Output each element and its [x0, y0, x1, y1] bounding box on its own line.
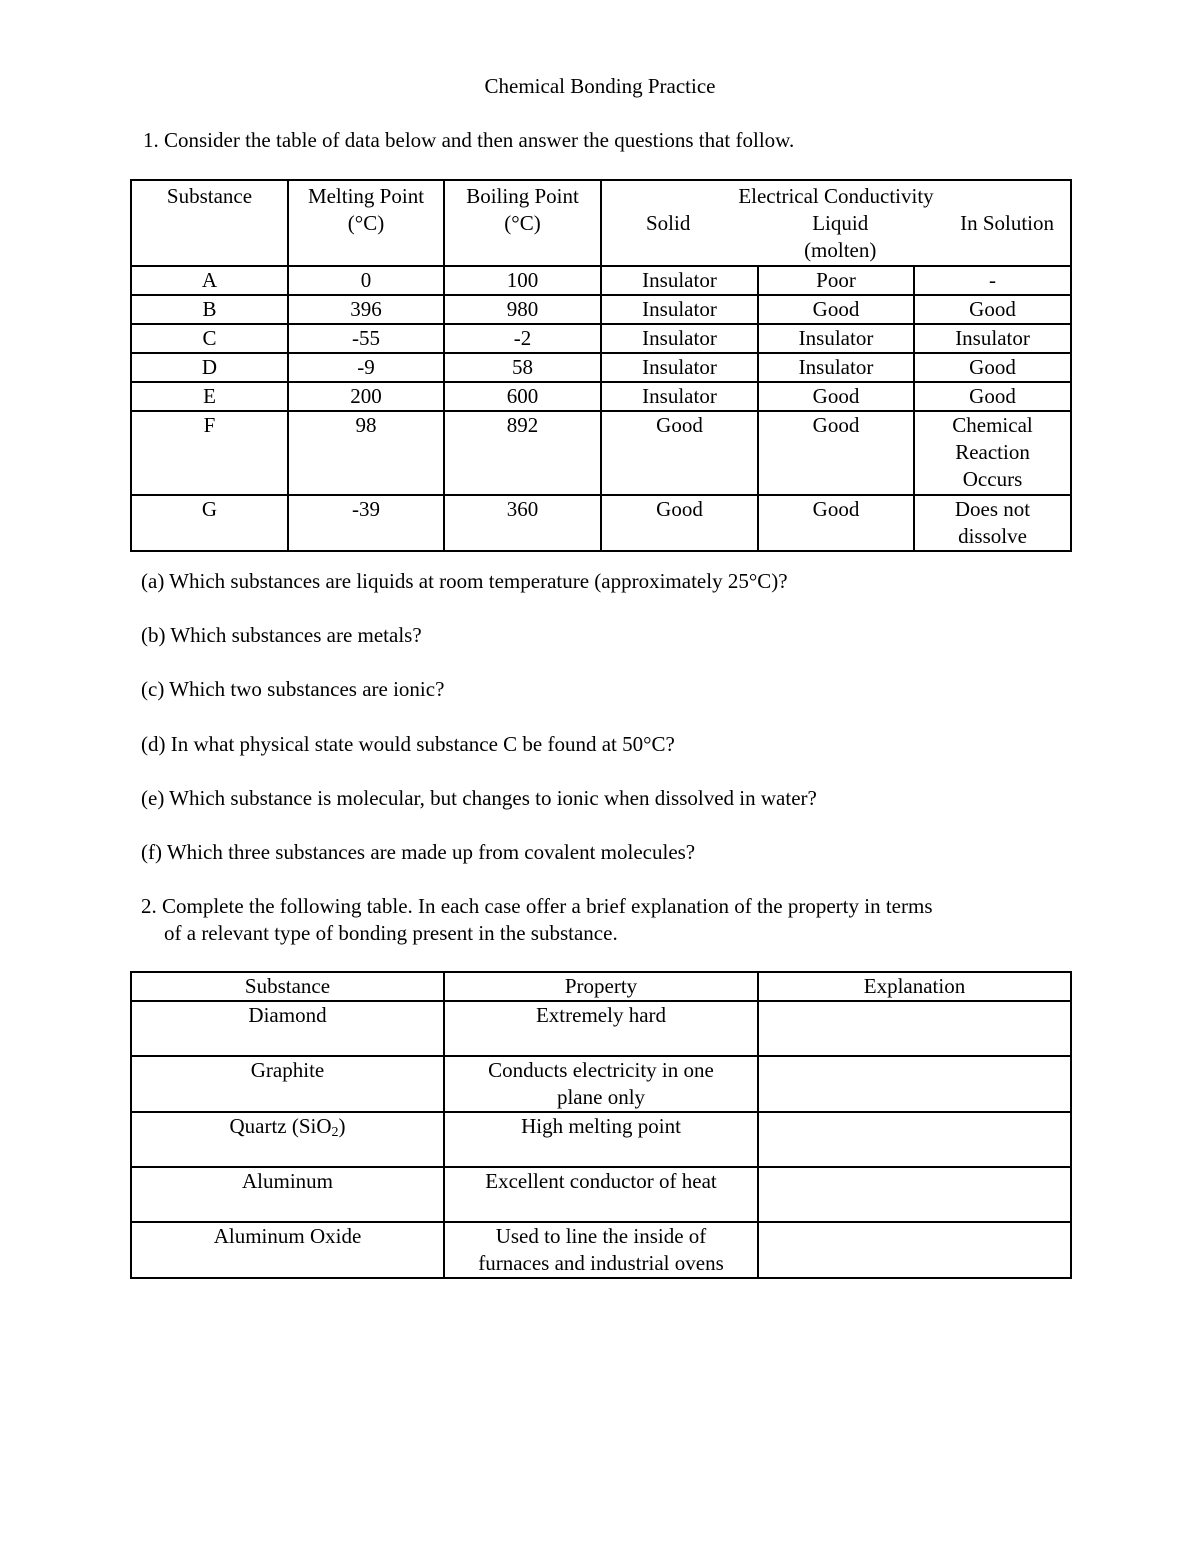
question-2: 2. Complete the following table. In each case offer a brief explanation of the property in terms of a relevant type of bonding present in the substance. — [141, 894, 933, 945]
cell-solid: Insulator — [601, 353, 758, 382]
header-melting-point: Melting Point (°C) — [288, 180, 444, 266]
table-row — [131, 266, 1071, 295]
cell-substance: E — [131, 382, 288, 411]
table-row — [131, 353, 1071, 382]
sub-question-a: (a) Which substances are liquids at room temperature (approximately 25°C)? — [141, 569, 788, 593]
cell-substance: G — [131, 495, 288, 551]
cell-solution: Chemical Reaction Occurs — [914, 411, 1071, 495]
table-row — [131, 1112, 1071, 1167]
table-row — [131, 324, 1071, 353]
sub-question-d: (d) In what physical state would substance C be found at 50°C? — [141, 732, 675, 756]
table-row — [131, 1001, 1071, 1056]
cell-liquid: Good — [758, 295, 914, 324]
cell-substance: A — [131, 266, 288, 295]
cell-substance: C — [131, 324, 288, 353]
cell-solid: Insulator — [601, 324, 758, 353]
table-row — [131, 1056, 1071, 1112]
table-row — [131, 295, 1071, 324]
cell-solution: Good — [914, 382, 1071, 411]
sub-question-c: (c) Which two substances are ionic? — [141, 677, 445, 701]
cell-liquid: Insulator — [758, 353, 914, 382]
completion-table — [130, 971, 1072, 1279]
cell-substance: Diamond — [131, 1001, 444, 1056]
cell-boiling: -2 — [444, 324, 601, 353]
cell-melting: 98 — [288, 411, 444, 495]
page-title: Chemical Bonding Practice — [484, 74, 716, 98]
sub-question-f: (f) Which three substances are made up from covalent molecules? — [141, 840, 696, 864]
cell-solution: Good — [914, 295, 1071, 324]
cell-boiling: 600 — [444, 382, 601, 411]
cell-property: Conducts electricity in one plane only — [444, 1056, 758, 1112]
cell-property: High melting point — [444, 1112, 758, 1167]
cell-melting: 0 — [288, 266, 444, 295]
cell-liquid: Insulator — [758, 324, 914, 353]
cell-explanation[interactable] — [758, 1222, 1071, 1278]
cell-liquid: Good — [758, 382, 914, 411]
sub-question-e: (e) Which substance is molecular, but changes to ionic when dissolved in water? — [141, 786, 817, 810]
cell-substance: B — [131, 295, 288, 324]
header-explanation: Explanation — [758, 972, 1071, 1001]
cell-solution: Does not dissolve — [914, 495, 1071, 551]
header-substance: Substance — [131, 180, 288, 266]
cell-explanation[interactable] — [758, 1056, 1071, 1112]
header-electrical-conductivity: Electrical Conductivity Solid Liquid (molten) In Solution — [601, 180, 1071, 266]
cell-boiling: 980 — [444, 295, 601, 324]
cell-melting: 396 — [288, 295, 444, 324]
cell-solid: Insulator — [601, 382, 758, 411]
cell-liquid: Good — [758, 495, 914, 551]
question-1: 1. Consider the table of data below and then answer the questions that follow. — [143, 128, 795, 152]
header-boiling-point: Boiling Point (°C) — [444, 180, 601, 266]
table-row — [131, 495, 1071, 551]
header-liquid: Liquid (molten) — [804, 211, 877, 262]
cell-solid: Insulator — [601, 266, 758, 295]
cell-substance: D — [131, 353, 288, 382]
cell-boiling: 892 — [444, 411, 601, 495]
table-row — [131, 382, 1071, 411]
cell-substance: Aluminum — [131, 1167, 444, 1222]
cell-melting: -55 — [288, 324, 444, 353]
header-in-solution: In Solution — [960, 211, 1055, 235]
cell-solution: Good — [914, 353, 1071, 382]
cell-solid: Insulator — [601, 295, 758, 324]
table2-header-row — [131, 972, 1071, 1001]
cell-melting: 200 — [288, 382, 444, 411]
cell-liquid: Good — [758, 411, 914, 495]
cell-boiling: 100 — [444, 266, 601, 295]
cell-substance: Aluminum Oxide — [131, 1222, 444, 1278]
cell-explanation[interactable] — [758, 1001, 1071, 1056]
header-substance-2: Substance — [131, 972, 444, 1001]
table-row — [131, 411, 1071, 495]
cell-substance: Quartz (SiO$_2$) — [131, 1112, 444, 1167]
cell-solid: Good — [601, 411, 758, 495]
cell-substance: Graphite — [131, 1056, 444, 1112]
cell-property: Used to line the inside of furnaces and industrial ovens — [444, 1222, 758, 1278]
table-row — [131, 1167, 1071, 1222]
sub-question-b: (b) Which substances are metals? — [141, 623, 422, 647]
header-solid: Solid — [646, 211, 691, 235]
cell-melting: -9 — [288, 353, 444, 382]
table-row — [131, 1222, 1071, 1278]
cell-substance: F — [131, 411, 288, 495]
data-table — [130, 179, 1072, 552]
cell-explanation[interactable] — [758, 1167, 1071, 1222]
cell-property: Excellent conductor of heat — [444, 1167, 758, 1222]
cell-property: Extremely hard — [444, 1001, 758, 1056]
cell-solution: - — [914, 266, 1071, 295]
cell-solid: Good — [601, 495, 758, 551]
cell-boiling: 360 — [444, 495, 601, 551]
cell-melting: -39 — [288, 495, 444, 551]
cell-solution: Insulator — [914, 324, 1071, 353]
table-header-row — [131, 180, 1071, 266]
cell-liquid: Poor — [758, 266, 914, 295]
header-property: Property — [444, 972, 758, 1001]
cell-boiling: 58 — [444, 353, 601, 382]
cell-explanation[interactable] — [758, 1112, 1071, 1167]
